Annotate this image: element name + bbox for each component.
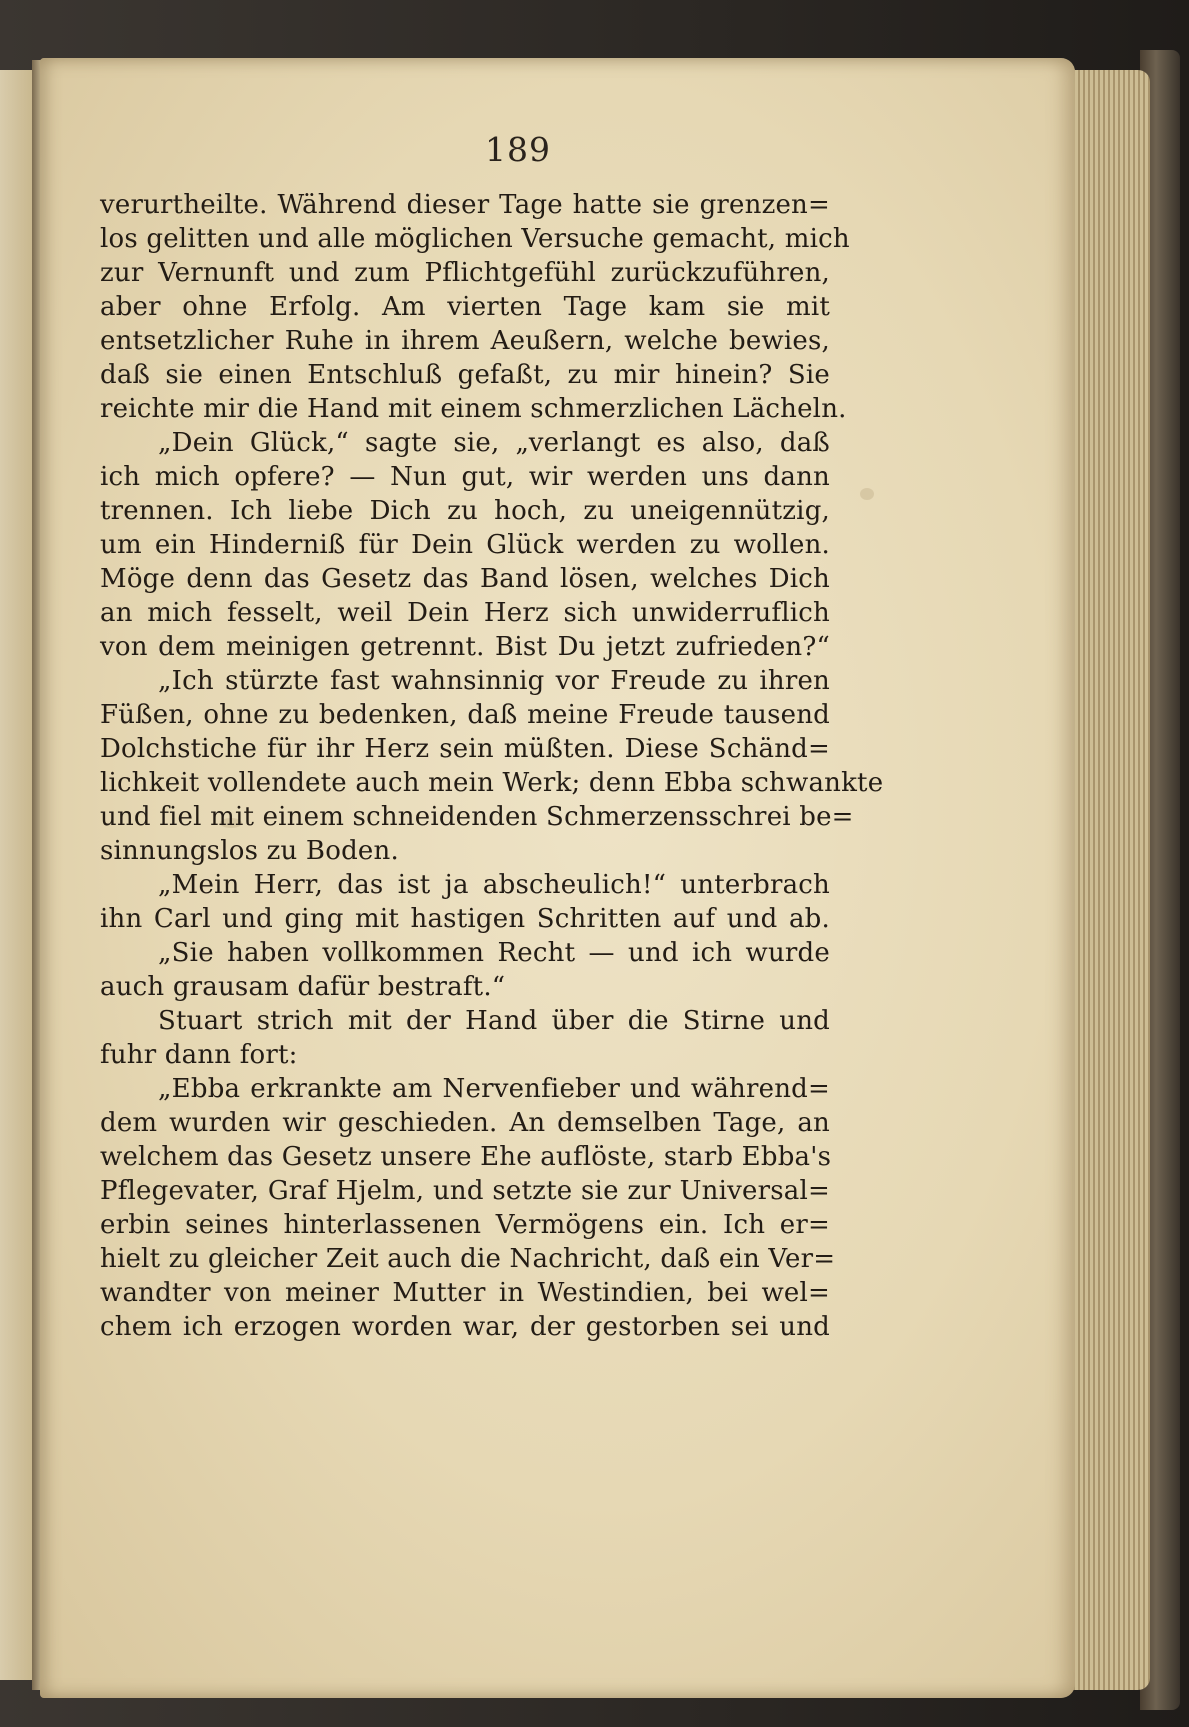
text-line: „Mein Herr, das ist ja abscheulich!“ unterbrach bbox=[158, 870, 830, 900]
text-line: um ein Hinderniß für Dein Glück werden zu wollen. bbox=[100, 530, 830, 560]
text-line: reichte mir die Hand mit einem schmerzlichen Lächeln. bbox=[100, 394, 847, 424]
text-line: auch grausam dafür bestraft.“ bbox=[100, 972, 506, 1002]
text-line: „Ich stürzte fast wahnsinnig vor Freude zu ihren bbox=[158, 666, 830, 696]
text-line: „Ebba erkrankte am Nervenfieber und während= bbox=[158, 1074, 830, 1104]
text-line: los gelitten und alle möglichen Versuche gemacht, mich bbox=[100, 224, 850, 254]
text-line: erbin seines hinterlassenen Vermögens ein. Ich er= bbox=[100, 1210, 830, 1240]
text-line: hielt zu gleicher Zeit auch die Nachricht, daß ein Ver= bbox=[100, 1244, 836, 1274]
text-line: von dem meinigen getrennt. Bist Du jetzt zufrieden?“ bbox=[100, 632, 830, 662]
text-line: „Sie haben vollkommen Recht — und ich wurde bbox=[158, 938, 830, 968]
text-line: „Dein Glück,“ sagte sie, „verlangt es also, daß bbox=[158, 428, 830, 458]
left-page-edge bbox=[0, 70, 34, 1680]
text-line: und fiel mit einem schneidenden Schmerzensschrei be= bbox=[100, 802, 854, 832]
text-line: Dolchstiche für ihr Herz sein müßten. Diese Schänd= bbox=[100, 734, 830, 764]
text-line: sinnungslos zu Boden. bbox=[100, 836, 399, 866]
text-line: ihn Carl und ging mit hastigen Schritten auf und ab. bbox=[100, 904, 830, 934]
text-line: Möge denn das Gesetz das Band lösen, welches Dich bbox=[100, 564, 830, 594]
page-number: 189 bbox=[485, 130, 551, 169]
text-line: chem ich erzogen worden war, der gestorben sei und bbox=[100, 1312, 830, 1342]
text-line: verurtheilte. Während dieser Tage hatte sie grenzen= bbox=[100, 190, 830, 220]
text-line: daß sie einen Entschluß gefaßt, zu mir hinein? Sie bbox=[100, 360, 830, 390]
text-line: an mich fesselt, weil Dein Herz sich unwiderruflich bbox=[100, 598, 830, 628]
text-line: wandter von meiner Mutter in Westindien, bei wel= bbox=[100, 1278, 830, 1308]
text-line: entsetzlicher Ruhe in ihrem Aeußern, welche bewies, bbox=[100, 326, 830, 356]
text-line: aber ohne Erfolg. Am vierten Tage kam sie mit bbox=[100, 292, 830, 322]
text-line: fuhr dann fort: bbox=[100, 1040, 298, 1070]
text-line: welchem das Gesetz unsere Ehe auflöste, starb Ebba's bbox=[100, 1142, 832, 1172]
body-text bbox=[100, 188, 884, 1344]
text-line: Füßen, ohne zu bedenken, daß meine Freude tausend bbox=[100, 700, 830, 730]
text-line: Stuart strich mit der Hand über die Stirne und bbox=[158, 1006, 830, 1036]
text-line: zur Vernunft und zum Pflichtgefühl zurückzuführen, bbox=[100, 258, 830, 288]
text-line: Pflegevater, Graf Hjelm, und setzte sie zur Universal= bbox=[100, 1176, 830, 1206]
text-line: ich mich opfere? — Nun gut, wir werden uns dann bbox=[100, 462, 830, 492]
text-line: trennen. Ich liebe Dich zu hoch, zu uneigennützig, bbox=[100, 496, 830, 526]
text-line: dem wurden wir geschieden. An demselben Tage, an bbox=[100, 1108, 830, 1138]
paper-spot bbox=[860, 488, 874, 500]
text-line: lichkeit vollendete auch mein Werk; denn Ebba schwankte bbox=[100, 768, 884, 798]
